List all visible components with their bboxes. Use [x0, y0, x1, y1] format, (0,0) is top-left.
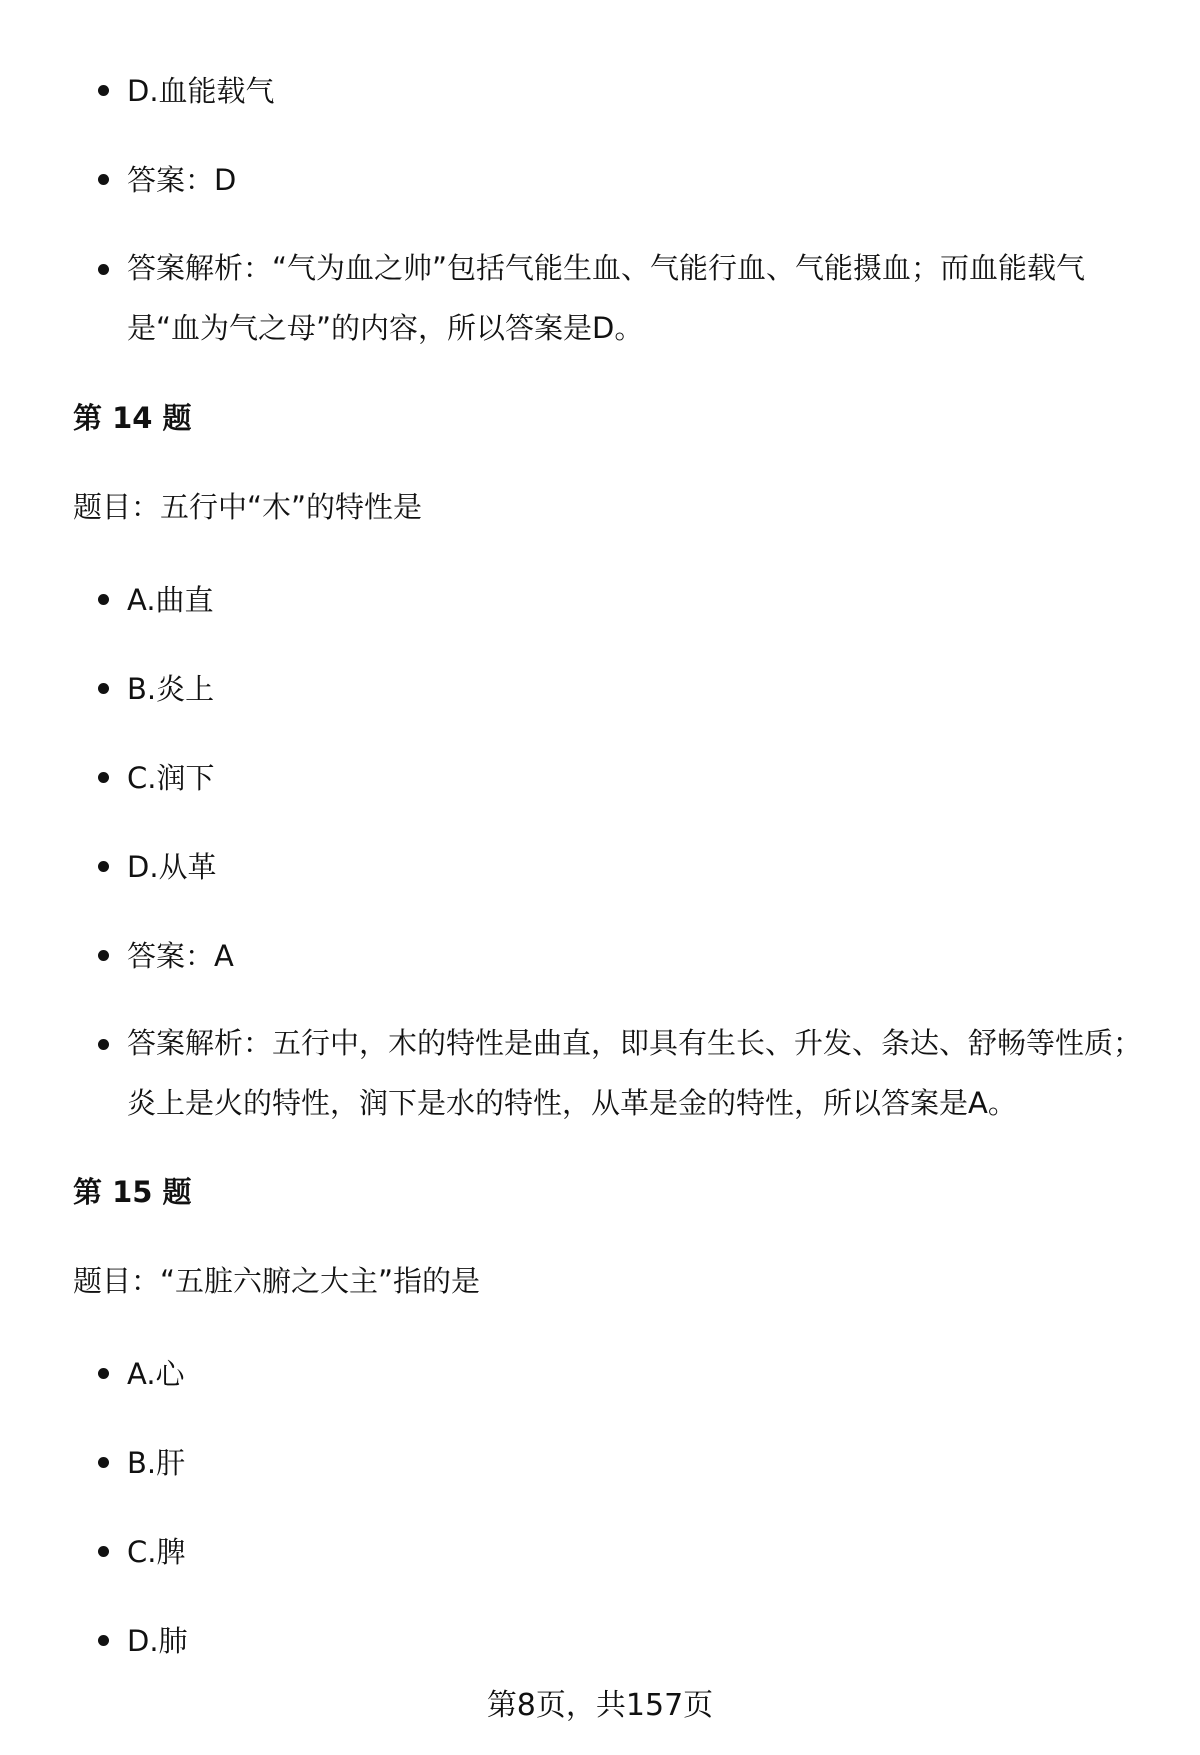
q13-explanation: 答案解析：“气为血之帅”包括气能生血、气能行血、气能摄血；而血能载气是“血为气之母”的内容，所以答案是D。 — [127, 251, 1086, 345]
bullet — [98, 1368, 109, 1379]
q14-stem: 题目：五行中“木”的特性是 — [73, 490, 423, 524]
bullet — [98, 85, 109, 96]
bullet — [98, 1039, 109, 1050]
q15-option-b: B.肝 — [127, 1446, 186, 1480]
q13-option-d: D.血能载气 — [127, 74, 275, 108]
q14-heading: 第 14 题 — [73, 401, 192, 435]
q13-answer: 答案：D — [127, 163, 237, 197]
bullet — [98, 683, 109, 694]
bullet — [98, 174, 109, 185]
q14-option-a: A.曲直 — [127, 583, 214, 617]
bullet — [98, 950, 109, 961]
q14-option-c: C.润下 — [127, 761, 215, 795]
bullet — [98, 264, 109, 275]
q15-option-c: C.脾 — [127, 1535, 186, 1569]
bullet — [98, 594, 109, 605]
bullet — [98, 1635, 109, 1646]
q15-heading: 第 15 题 — [73, 1175, 192, 1209]
bullet — [98, 772, 109, 783]
q14-answer: 答案：A — [127, 939, 234, 973]
q15-stem: 题目：“五脏六腑之大主”指的是 — [73, 1264, 481, 1298]
q14-explanation: 答案解析：五行中，木的特性是曲直，即具有生长、升发、条达、舒畅等性质；炎上是火的特性，润下是水的特性，从革是金的特性，所以答案是A。 — [127, 1026, 1143, 1120]
q15-option-a: A.心 — [127, 1357, 185, 1391]
q14-option-b: B.炎上 — [127, 672, 215, 706]
bullet — [98, 1457, 109, 1468]
bullet — [98, 861, 109, 872]
page-number-footer: 第8页，共157页 — [486, 1688, 714, 1723]
q14-option-d: D.从革 — [127, 850, 217, 884]
bullet — [98, 1546, 109, 1557]
q15-option-d: D.肺 — [127, 1624, 188, 1658]
